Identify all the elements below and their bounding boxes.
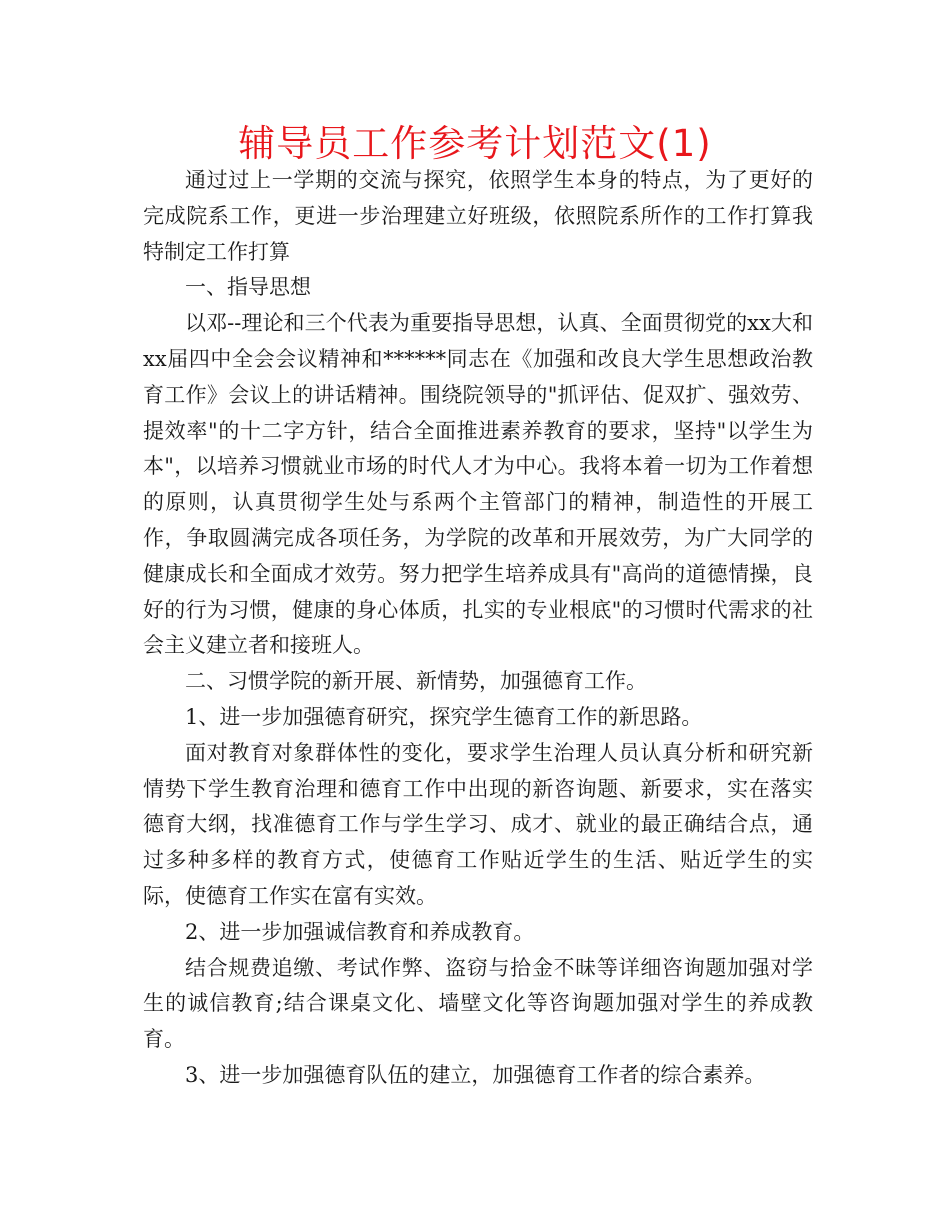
heading-guiding-thought: 一、指导思想 [185,275,311,300]
subheading-integrity-education: 2、进一步加强诚信教育和养成教育。 [185,919,535,944]
paragraph-moral-research: 面对教育对象群体性的变化，要求学生治理人员认真分析和研究新情势下学生教育治理和德育工作中出现的新咨询题、新要求，实在落实德育大纲，找准德育工作与学生学习、成才、就业的最正确结合点，通过多种多样的教育方式，使德育工作贴近学生的生活、贴近学生的实际，使德育工作实在富有实效。 [143,740,813,908]
heading-moral-education: 二、习惯学院的新开展、新情势，加强德育工作。 [185,669,647,694]
subheading-moral-research: 1、进一步加强德育研究，探究学生德育工作的新思路。 [185,704,703,729]
document-title: 辅导员工作参考计划范文(1) [238,122,712,165]
subheading-team-building: 3、进一步加强德育队伍的建立，加强德育工作者的综合素养。 [185,1062,766,1087]
paragraph-intro: 通过过上一学期的交流与探究，依照学生本身的特点，为了更好的完成院系工作，更进一步治理建立好班级，依照院系所作的工作打算我特制定工作打算 [143,168,813,264]
paragraph-integrity-education: 结合规费追缴、考试作弊、盗窃与拾金不昧等详细咨询题加强对学生的诚信教育;结合课桌文化、墙壁文化等咨询题加强对学生的养成教育。 [143,955,813,1052]
document-body [143,163,813,1094]
paragraph-guiding-thought: 以邓--理论和三个代表为重要指导思想，认真、全面贯彻党的xx大和xx届四中全会会议精神和******同志在《加强和改良大学生思想政治教育工作》会议上的讲话精神。围绕院领导的"抓评估、促双扩、强效劳、提效率"的十二字方针，结合全面推进素养教育的要求，坚持"以学生为本"，以培养习惯就业市场的时代人才为中心。我将本着一切为工作着想的原则，认真贯彻学生处与系两个主管部门的精神，制造性的开展工作，争取圆满完成各项任务，为学院的改革和开展效劳，为广大同学的健康成长和全面成才效劳。努力把学生培养成具有"高尚的道德情操，良好的行为习惯，健康的身心体质，扎实的专业根底"的习惯时代需求的社会主义建立者和接班人。 [143,311,813,658]
